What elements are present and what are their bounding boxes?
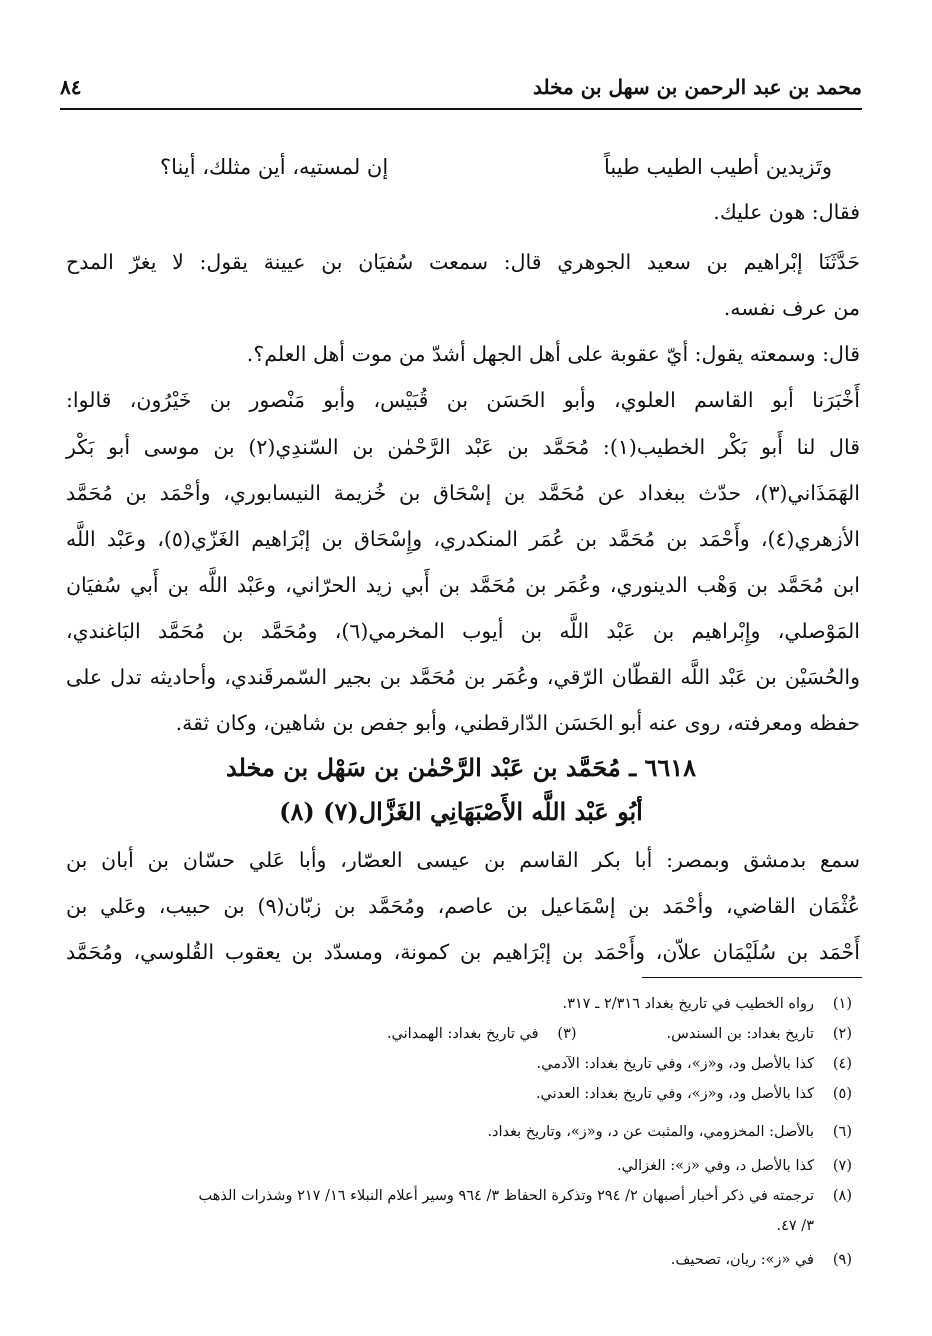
text-line: فقال: هون عليك. bbox=[713, 200, 860, 224]
footnote-text: كذا بالأصل د، وفي «ز»: الغزالي. bbox=[617, 1158, 814, 1174]
footnote-number: (١) bbox=[832, 996, 852, 1012]
footnote-text: كذا بالأصل ود، و«ز»، وفي تاريخ بغداد: العدني. bbox=[535, 1086, 814, 1102]
text-line: والحُسَيْن بن عَبْد اللَّه القطّان الرّقي، وعُمَر بن مُحَمَّد بن بجير السّمرقَندي، وأحاديثه تدل على bbox=[66, 665, 860, 689]
footnote-number: (٤) bbox=[832, 1056, 852, 1072]
text-line: أَحْمَد بن سُلَيْمَان علاّن، وأَحْمَد بن إبْرَاهيم بن كمونة، ومسدّد بن يعقوب القُلوسي، ومُحَمَّد bbox=[66, 940, 860, 964]
running-title: محمد بن عبد الرحمن بن سهل بن مخلد bbox=[533, 75, 862, 99]
footnote-number: (٨) bbox=[832, 1188, 852, 1204]
text-line: أَخْبَرَنا أبو القاسم العلوي، وأبو الحَسَن بن قُبَيْس، وأبو مَنْصور بن خَيْرُون، قالوا: bbox=[66, 388, 860, 412]
footnote-text: في تاريخ بغداد: الهمداني. bbox=[386, 1026, 539, 1042]
footnote-number: (٢) bbox=[832, 1026, 852, 1042]
text-line: سمع بدمشق وبمصر: أبا بكر القاسم بن عيسى العصّار، وأبا عَلي حسّان بن أبان بن bbox=[66, 848, 860, 872]
text-line: عُثْمَان القاضي، وأحْمَد بن إسْمَاعيل بن عاصم، ومُحَمَّد بن زبّان(٩) بن حبيب، وعَلي بن bbox=[66, 894, 860, 918]
footnote-pair bbox=[60, 1020, 852, 1048]
footnote bbox=[60, 1152, 852, 1180]
footnote bbox=[60, 1246, 852, 1274]
footnote bbox=[60, 1118, 852, 1146]
footnote-number: (٦) bbox=[832, 1124, 852, 1140]
text-line: المَوْصلي، وإِبْراهيم بن عَبْد اللَّه بن أيوب المخرمي(٦)، ومُحَمَّد بن مُحَمَّد البَاغندي، bbox=[66, 619, 860, 643]
poetry-verse bbox=[160, 145, 832, 189]
footnote bbox=[60, 1080, 852, 1108]
header-rule bbox=[60, 108, 862, 110]
footnote-text: كذا بالأصل ود، و«ز»، وفي تاريخ بغداد: الآدمي. bbox=[536, 1056, 814, 1072]
text-line: قال: وسمعته يقول: أيّ عقوبة على أهل الجهل أشدّ من موت أهل العلم؟. bbox=[246, 342, 860, 366]
text-line: الهَمَذَاني(٣)، حدّث ببغداد عن مُحَمَّد بن إسْحَاق بن خُزيمة النيسابوري، وأحْمَد بن مُحَمَّد bbox=[66, 481, 860, 505]
entry-heading-line-2: أبُو عَبْد اللَّه الأَصْبَهَانِي الغَزَّال(٧) (٨) bbox=[279, 797, 643, 826]
entry-heading-line-1: ٦٦١٨ ـ مُحَمَّد بن عَبْد الرَّحْمٰن بن سَهْل بن مخلد bbox=[225, 753, 697, 782]
footnote-text: في «ز»: ريان، تصحيف. bbox=[670, 1252, 814, 1268]
footnote-number: (٧) bbox=[832, 1158, 852, 1174]
footnote bbox=[60, 1182, 852, 1210]
footnote-number: (٥) bbox=[832, 1086, 852, 1102]
page-header bbox=[60, 70, 862, 104]
footnote bbox=[60, 1050, 852, 1078]
footnote-text: ترجمته في ذكر أخبار أصبهان ٢/ ٢٩٤ وتذكرة الحفاظ ٣/ ٩٦٤ وسير أعلام النبلاء ١٦/ ٢١٧ وشذرات الذهب bbox=[198, 1188, 814, 1204]
page-number: ٨٤ bbox=[60, 75, 82, 99]
text-line: الأزهري(٤)، وأَحْمَد بن مُحَمَّد بن عُمَر المنكدري، وإِسْحَاق بن إبْرَاهيم الغَزّي(٥)، وعَبْد اللَّه bbox=[66, 527, 860, 551]
footnote-text: بالأصل: المخزومي، والمثبت عن د، و«ز»، وتاريخ بغداد. bbox=[487, 1124, 814, 1140]
verse-hemistich-2: إن لمستيه، أين مثلك، أينا؟ bbox=[160, 155, 389, 179]
text-line: من عرف نفسه. bbox=[723, 296, 860, 320]
footnote bbox=[60, 990, 852, 1018]
footnote-continuation: ٣/ ٤٧. bbox=[776, 1218, 814, 1234]
footnote-text: تاريخ بغداد: بن السندس. bbox=[666, 1026, 814, 1042]
verse-hemistich-1: وتَزيدين أطيب الطيب طيباً bbox=[603, 155, 832, 179]
footnote-rule bbox=[642, 977, 862, 978]
footnote-text: رواه الخطيب في تاريخ بغداد ٢/٣١٦ ـ ٣١٧. bbox=[562, 996, 814, 1012]
footnote-number: (٣) bbox=[557, 1026, 577, 1042]
text-line: حفظه ومعرفته، روى عنه أبو الحَسَن الدّارقطني، وأبو جفص بن شاهين، وكان ثقة. bbox=[175, 711, 860, 735]
text-line: حَدَّثَنَا إبْراهيم بن سعيد الجوهري قال: سمعت سُفيَان بن عيينة يقول: لا يغرّ المدح bbox=[66, 250, 860, 274]
text-line: ابن مُحَمَّد بن وَهْب الدينوري، وعُمَر بن مُحَمَّد بن أَبي زيد الحرّاني، وعَبْد اللَّه بن أَبي سُفيَان bbox=[66, 573, 860, 597]
footnote-number: (٩) bbox=[832, 1252, 852, 1268]
text-line: قال لنا أَبو بَكْر الخطيب(١): مُحَمَّد بن عَبْد الرَّحْمٰن بن السّندِي(٢) بن موسى أبو بَكْر bbox=[66, 435, 860, 459]
